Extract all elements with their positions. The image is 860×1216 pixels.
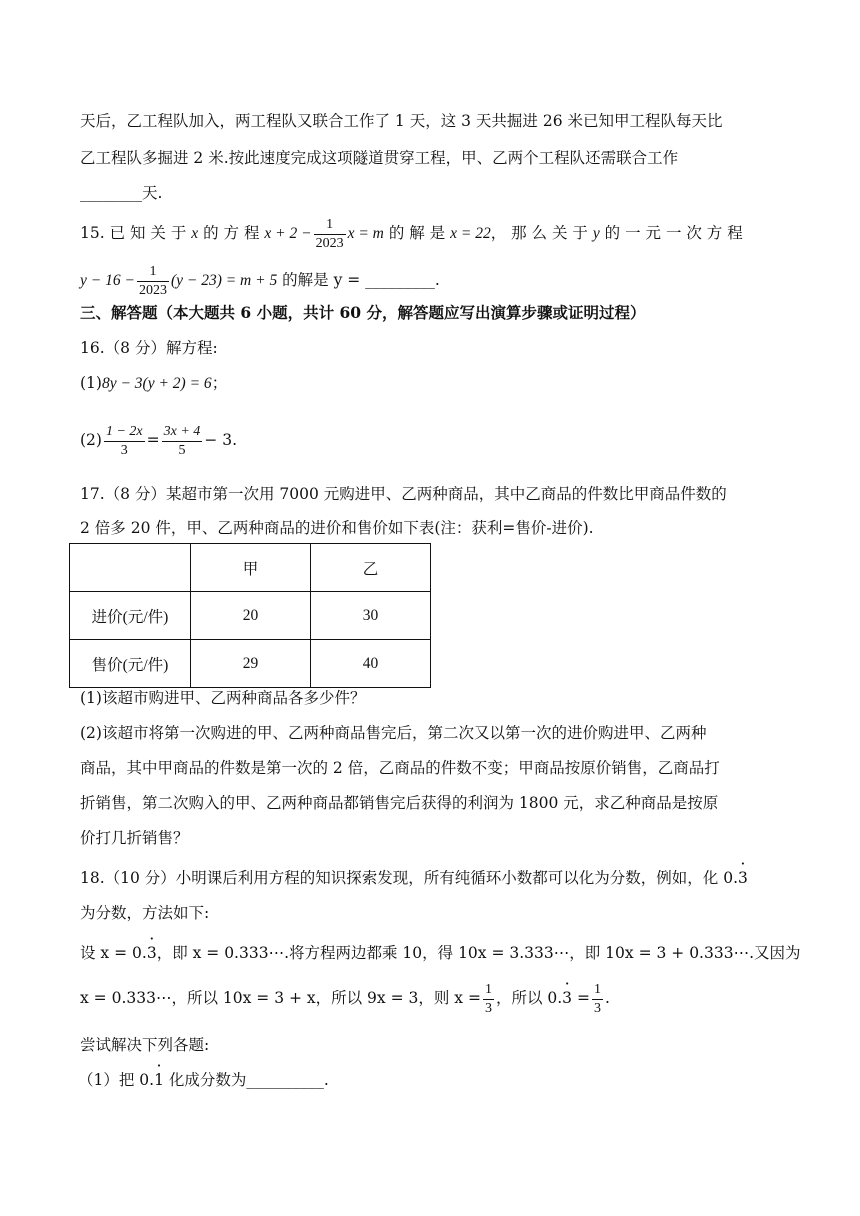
p14-line-1: 天后，乙工程队加入，两工程队又联合工作了 1 天，这 3 天共掘进 26 米已知甲工程队每天比 [80, 112, 723, 130]
p18-line4-c: = [572, 989, 590, 1007]
p15-line2-frac-num: 1 [137, 263, 169, 282]
p15-prefix: 15. 已 知 关 于 [80, 224, 192, 242]
p15-frac-den: 2023 [315, 235, 344, 251]
p18-line1-text: 18.（10 分）小明课后利用方程的知识探索发现，所有纯循环小数都可以化为分数，例如，化 0. [80, 869, 739, 887]
p16-heading: 16.（8 分）解方程: [80, 339, 218, 357]
p16-q2-frac2-num: 3x + 4 [162, 423, 203, 442]
p18-line4-frac-den: 3 [484, 1000, 492, 1016]
table-row [70, 640, 431, 688]
p15-mid3: ， 那 么 关 于 [490, 224, 593, 242]
table-row [70, 592, 431, 640]
p18-line-4 [80, 976, 780, 1020]
p17-q2-line-4: 价打几折销售？ [80, 829, 189, 847]
price-table [69, 543, 431, 688]
p17-q2-line-2: 商品，其中甲商品的件数是第一次的 2 倍，乙商品的件数不变；甲商品按原价销售，乙商品打 [80, 759, 720, 777]
p18-line-3 [80, 941, 801, 965]
p18-line4-a: x = 0.333⋯，所以 10x = 3 + x，所以 9x = 3，则 x = [80, 989, 481, 1007]
table-cell: 30 [311, 592, 431, 640]
p18-line-2: 为分数，方法如下: [80, 904, 210, 922]
table-header-cell [70, 544, 191, 592]
p15-line2-left: y − 16 − [80, 272, 135, 289]
p15-line2-right: (y − 23) = m + 5 [170, 272, 278, 289]
p16-q2-frac1-den: 3 [120, 442, 128, 458]
p16-q2-fraction-1 [104, 423, 145, 460]
p18-q1-a: （1）把 0. [78, 1071, 155, 1089]
table-header-row [70, 544, 431, 592]
p18-q1-b: 化成分数为__________. [163, 1071, 329, 1089]
p16-q2-frac1-num: 1 − 2x [104, 423, 145, 442]
p17-line-2: 2 倍多 20 件，甲、乙两种商品的进价和售价如下表(注：获利=售价-进价). [80, 519, 594, 537]
p16-q2-eq: = [146, 431, 160, 449]
table-cell: 进价(元/件) [70, 592, 191, 640]
p18-line4-frac-num: 1 [483, 981, 494, 1000]
p18-line-5: 尝试解决下列各题: [80, 1036, 210, 1054]
section-3-heading: 三、解答题（本大题共 6 小题，共计 60 分，解答题应写出演算步骤或证明过程） [80, 303, 646, 322]
p15-eq-left: x + 2 − [264, 225, 312, 242]
p15-mid2: 的 解 是 [383, 224, 451, 242]
repeating-digit: 3 · [562, 976, 572, 1020]
repeating-digit: 1 · [154, 1068, 164, 1092]
p16-q1-label: (1) [80, 374, 102, 392]
p18-line3-a: 设 x = 0. [80, 944, 147, 962]
p18-line4-fraction-1 [483, 981, 494, 1018]
table-cell: 售价(元/件) [70, 640, 191, 688]
table-cell: 40 [311, 640, 431, 688]
p17-line-1: 17.（8 分）某超市第一次用 7000 元购进甲、乙两种商品，其中乙商品的件数比甲商品件数的 [80, 485, 727, 503]
p14-line-3: ________天. [80, 184, 163, 202]
p17-q2-line-1: (2)该超市将第一次购进的甲、乙两种商品售完后，第二次又以第一次的进价购进甲、乙两种 [80, 724, 707, 742]
p18-line4-end: . [604, 989, 610, 1007]
p18-q1 [78, 1068, 780, 1092]
table-cell: 29 [191, 640, 311, 688]
p16-q2-fraction-2 [162, 423, 203, 460]
repeating-digit: 3 · [147, 941, 157, 965]
p16-q2-tail: − 3 [204, 431, 233, 449]
p16-q1 [80, 371, 780, 396]
repeating-digit: 3 · [738, 866, 748, 890]
p17-q1: (1)该超市购进甲、乙两种商品各多少件？ [80, 689, 366, 707]
table-header-cell: 甲 [191, 544, 311, 592]
table-cell: 20 [191, 592, 311, 640]
p18-line3-b: ，即 x = 0.333⋯.将方程两边都乘 10，得 10x = 3.333⋯，即 10x = 3 + 0.333⋯.又因为 [156, 944, 801, 962]
p15-solution: x = 22 [450, 225, 491, 242]
p16-q2-frac2-den: 5 [178, 442, 186, 458]
p16-q1-end: ； [211, 374, 228, 392]
p18-line4-fraction-2 [592, 981, 603, 1018]
p17-q2-line-3: 折销售，第二次购入的甲、乙两种商品都销售完后获得的利润为 1800 元，求乙种商品是按原 [80, 794, 719, 812]
p16-q2 [80, 418, 780, 462]
p18-line4-b: ，所以 0. [495, 989, 563, 1007]
p15-var-y: y [592, 225, 600, 242]
p15-line2-fraction [137, 263, 169, 300]
p15-line-1 [80, 212, 780, 254]
p15-eq-right: x = m [347, 225, 384, 242]
p15-line-2 [80, 259, 780, 301]
p15-fraction [314, 216, 346, 253]
p15-line2-tail: 的解是 y = _________. [277, 271, 440, 289]
p18-line-1 [80, 866, 780, 890]
p16-q2-label: (2) [80, 431, 102, 449]
p16-q1-equation: 8y − 3(y + 2) = 6 [101, 375, 212, 392]
p15-line2-frac-den: 2023 [138, 282, 167, 298]
p15-var-x: x [191, 225, 199, 242]
p15-suffix: 的 一 元 一 次 方 程 [599, 224, 743, 242]
p15-frac-num: 1 [314, 216, 346, 235]
p15-mid1: 的 方 程 [198, 224, 265, 242]
p18-line4-frac2-den: 3 [593, 1000, 601, 1016]
p16-q2-end: . [232, 431, 238, 449]
p14-line-2: 乙工程队多掘进 2 米.按此速度完成这项隧道贯穿工程，甲、乙两个工程队还需联合工作 [80, 149, 679, 167]
p18-line4-frac2-num: 1 [592, 981, 603, 1000]
table-header-cell: 乙 [311, 544, 431, 592]
